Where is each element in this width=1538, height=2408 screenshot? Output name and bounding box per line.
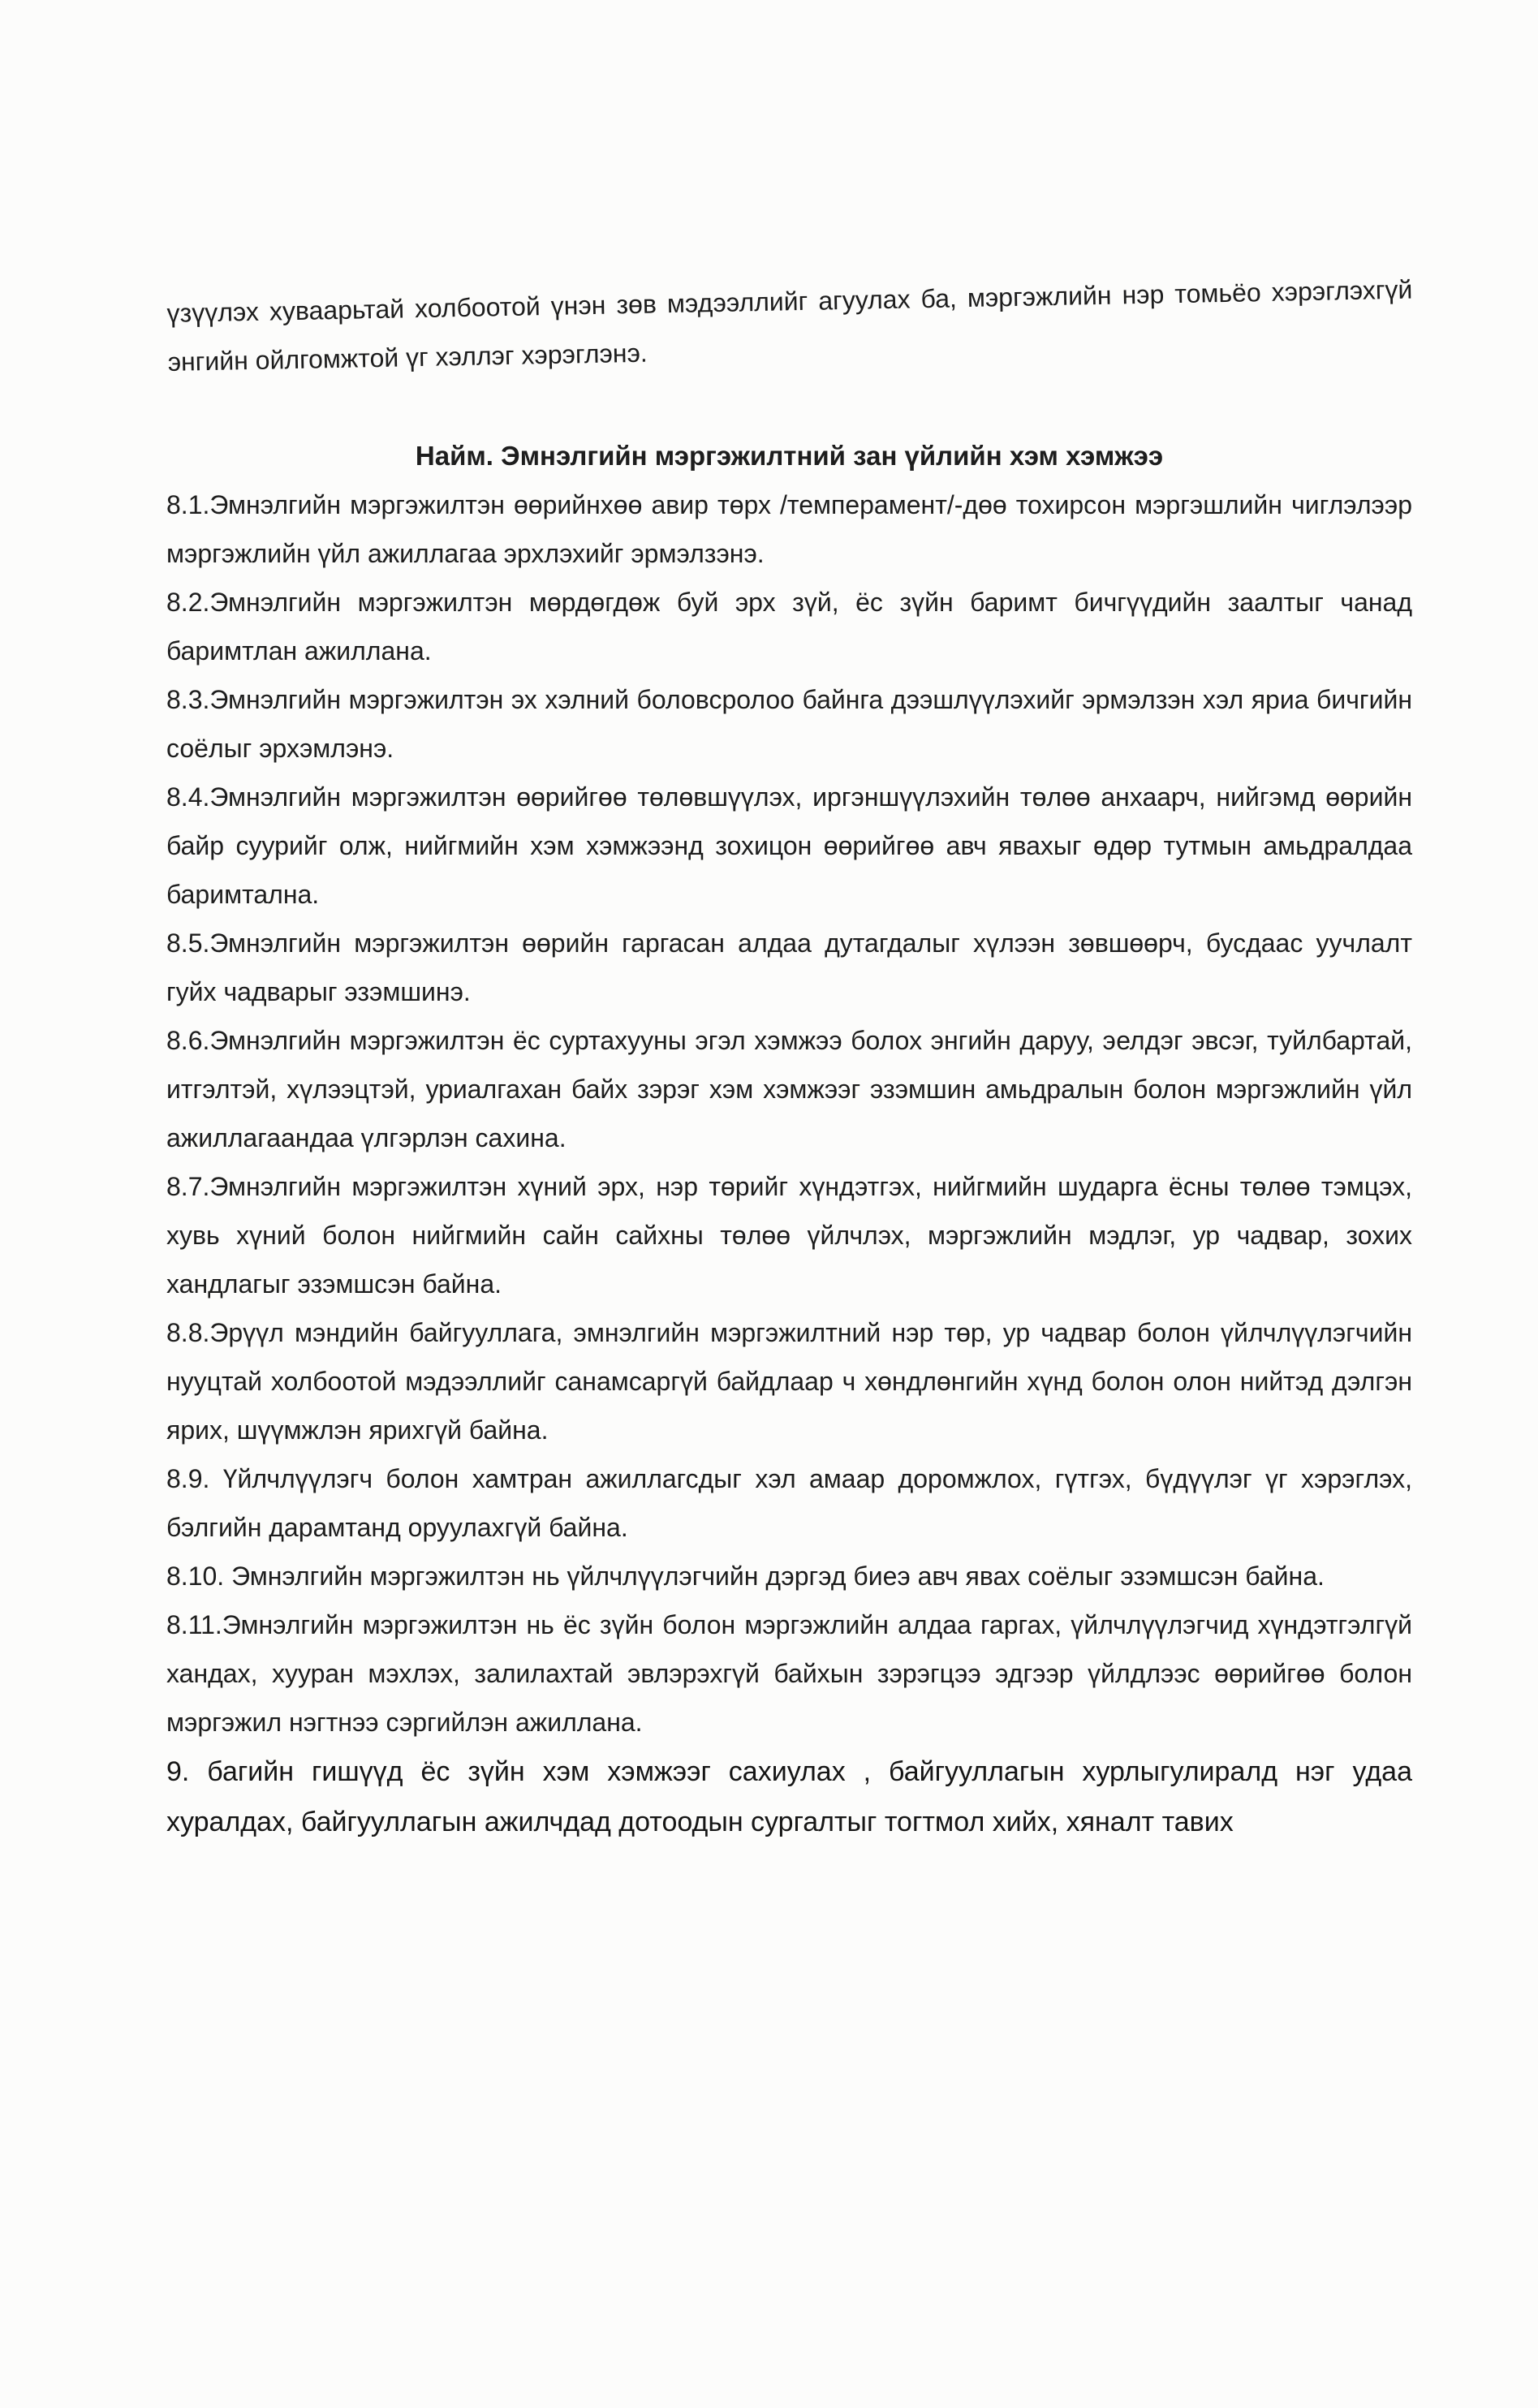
intro-paragraph: үзүүлэх хуваарьтай холбоотой үнэн зөв мэдээллийг агуулах ба, мэргэжлийн нэр томьёо хэрэглэхгүй энгийн ойлгомжтой үг хэллэг хэрэглэнэ. — [166, 274, 1413, 377]
item-8-10: 8.10. Эмнэлгийн мэргэжилтэн нь үйлчлүүлэгчийн дэргэд биеэ авч явах соёлыг эзэмшсэн байна. — [166, 1562, 1325, 1591]
item-8-5: 8.5.Эмнэлгийн мэргэжилтэн өөрийн гаргасан алдаа дутагдалыг хүлээн зөвшөөрч, бусдаас уучлалт гуйх чадварыг эзэмшинэ. — [166, 928, 1412, 1006]
document-body — [166, 274, 1413, 1847]
item-8-2: 8.2.Эмнэлгийн мэргэжилтэн мөрдөгдөж буй эрх зүй, ёс зүйн баримт бичгүүдийн заалтыг чанад баримтлан ажиллана. — [166, 588, 1412, 666]
item-9: 9. багийн гишүүд ёс зүйн хэм хэмжээг сахиулах , байгууллагын хурлыгулирaлд нэг удаа хуралдах, байгууллагын ажилчдад дотоодын сургалтыг тогтмол хийх, хяналт тавих — [166, 1756, 1412, 1837]
item-8-1: 8.1.Эмнэлгийн мэргэжилтэн өөрийнхөө авир төрх /темперамент/-дөө тохирсон мэргэшлийн чиглэлээр мэргэжлийн үйл ажиллагаа эрхлэхийг эрмэлзэнэ. — [166, 490, 1412, 568]
item-8-7: 8.7.Эмнэлгийн мэргэжилтэн хүний эрх, нэр төрийг хүндэтгэх, нийгмийн шударга ёсны төлөө тэмцэх, хувь хүний болон нийгмийн сайн сайхны төлөө үйлчлэх, мэргэжлийн мэдлэг, ур чадвар, зохих хандлагыг эзэмшсэн байна. — [166, 1172, 1412, 1299]
item-8-3: 8.3.Эмнэлгийн мэргэжилтэн эх хэлний боловсролоо байнга дээшлүүлэхийг эрмэлзэн хэл яриа бичгийн соёлыг эрхэмлэнэ. — [166, 685, 1412, 763]
section-heading: Найм. Эмнэлгийн мэргэжилтний зан үйлийн хэм хэмжээ — [415, 441, 1164, 471]
item-8-11: 8.11.Эмнэлгийн мэргэжилтэн нь ёс зүйн болон мэргэжлийн алдаа гаргах, үйлчлүүлэгчид хүндэтгэлгүй хандах, хууран мэхлэх, залилахтай эвлэрэхгүй байхын зэрэгцээ эдгээр үйлдлээс өөрийгөө болон мэргэжил нэгтнээ сэргийлэн ажиллана. — [166, 1610, 1412, 1737]
item-8-6: 8.6.Эмнэлгийн мэргэжилтэн ёс суртахууны эгэл хэмжээ болох энгийн даруу, эелдэг эвсэг, туйлбартай, итгэлтэй, хүлээцтэй, уриалгахан байх зэрэг хэм хэмжээг эзэмшин амьдралын болон мэргэжлийн үйл ажиллагаандаа үлгэрлэн сахина. — [166, 1026, 1412, 1152]
item-8-8: 8.8.Эрүүл мэндийн байгууллага, эмнэлгийн мэргэжилтний нэр төр, ур чадвар болон үйлчлүүлэгчийн нууцтай холбоотой мэдээллийг санамсаргүй байдлаар ч хөндлөнгийн хүнд болон олон нийтэд дэлгэн ярих, шүүмжлэн ярихгүй байна. — [166, 1318, 1412, 1445]
item-8-9: 8.9. Үйлчлүүлэгч болон хамтран ажиллагсдыг хэл амаар доромжлох, гүтгэх, бүдүүлэг үг хэрэглэх, бэлгийн дарамтанд оруулахгүй байна. — [166, 1464, 1412, 1542]
item-8-4: 8.4.Эмнэлгийн мэргэжилтэн өөрийгөө төлөвшүүлэх, иргэншүүлэхийн төлөө анхаарч, нийгэмд өөрийн байр суурийг олж, нийгмийн хэм хэмжээнд зохицон өөрийгөө авч явахыг өдөр тутмын амьдралдаа баримтална. — [166, 782, 1412, 909]
